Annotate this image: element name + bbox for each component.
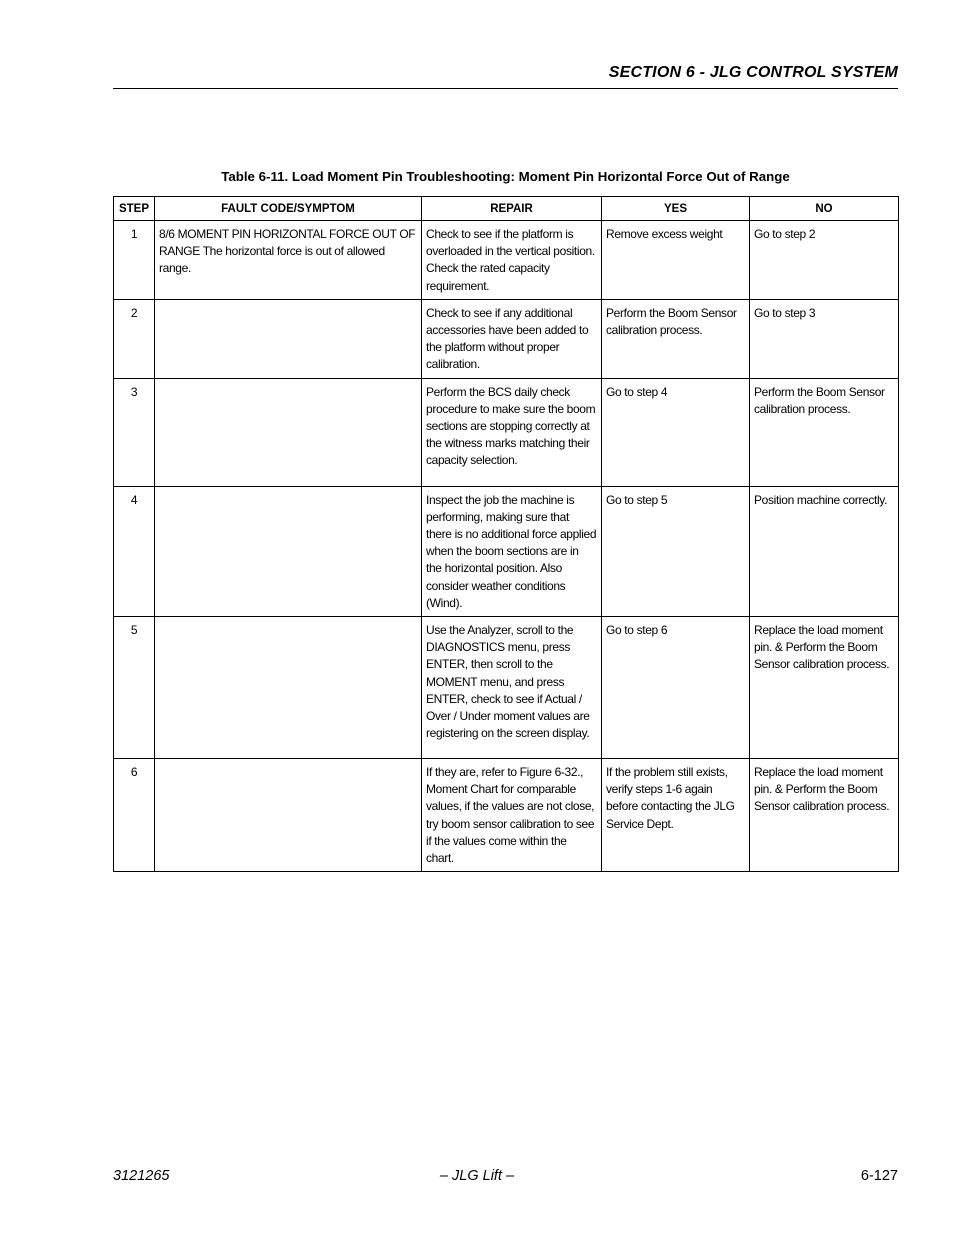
page-number: 6-127: [860, 1168, 898, 1184]
yes-cell: Go to step 5: [602, 486, 750, 616]
repair-cell: Perform the BCS daily check procedure to make sure the boom sections are stopping correctly at the witness marks matching their capacity selection.: [422, 378, 602, 486]
table-title: Table 6-11. Load Moment Pin Troubleshooting: Moment Pin Horizontal Force Out of Range: [221, 169, 790, 184]
yes-cell: Perform the Boom Sensor calibration process.: [602, 299, 750, 378]
table-header-row: [114, 197, 899, 221]
column-header-yes: YES: [602, 197, 750, 221]
no-cell: Replace the load moment pin. & Perform the Boom Sensor calibration process.: [750, 759, 899, 872]
repair-cell: Check to see if any additional accessories have been added to the platform without proper calibration.: [422, 299, 602, 378]
fault-cell: [155, 759, 422, 872]
section-header: SECTION 6 - JLG CONTROL SYSTEM: [608, 64, 898, 81]
yes-cell: Go to step 6: [602, 617, 750, 759]
fault-cell: 8/6 MOMENT PIN HORIZONTAL FORCE OUT OF RANGE The horizontal force is out of allowed range.: [155, 221, 422, 300]
footer-brand: – JLG Lift –: [439, 1168, 515, 1184]
fault-cell: [155, 299, 422, 378]
step-cell: 3: [114, 378, 155, 486]
yes-cell: If the problem still exists, verify steps 1-6 again before contacting the JLG Service Dept.: [602, 759, 750, 872]
troubleshooting-table: [113, 196, 899, 872]
table-row: [114, 759, 899, 872]
table-row: [114, 221, 899, 300]
yes-cell: Remove excess weight: [602, 221, 750, 300]
no-cell: Go to step 2: [750, 221, 899, 300]
no-cell: Perform the Boom Sensor calibration process.: [750, 378, 899, 486]
no-cell: Replace the load moment pin. & Perform the Boom Sensor calibration process.: [750, 617, 899, 759]
table-row: [114, 299, 899, 378]
step-cell: 1: [114, 221, 155, 300]
column-header-fault: FAULT CODE/SYMPTOM: [155, 197, 422, 221]
fault-cell: [155, 378, 422, 486]
step-cell: 6: [114, 759, 155, 872]
no-cell: Go to step 3: [750, 299, 899, 378]
fault-cell: [155, 486, 422, 616]
repair-cell: Inspect the job the machine is performing, making sure that there is no additional force applied when the boom sections are in the horizontal position. Also consider weather conditions (Wind).: [422, 486, 602, 616]
column-header-repair: REPAIR: [422, 197, 602, 221]
step-cell: 5: [114, 617, 155, 759]
header-divider: [113, 88, 898, 89]
column-header-no: NO: [750, 197, 899, 221]
repair-cell: Use the Analyzer, scroll to the DIAGNOSTICS menu, press ENTER, then scroll to the MOMENT menu, and press ENTER, check to see if Actual / Over / Under moment values are registering on the screen display.: [422, 617, 602, 759]
no-cell: Position machine correctly.: [750, 486, 899, 616]
table-row: [114, 617, 899, 759]
document-number: 3121265: [113, 1168, 170, 1184]
step-cell: 2: [114, 299, 155, 378]
table-row: [114, 486, 899, 616]
repair-cell: Check to see if the platform is overloaded in the vertical position. Check the rated capacity requirement.: [422, 221, 602, 300]
table-row: [114, 378, 899, 486]
yes-cell: Go to step 4: [602, 378, 750, 486]
step-cell: 4: [114, 486, 155, 616]
fault-cell: [155, 617, 422, 759]
column-header-step: STEP: [114, 197, 155, 221]
repair-cell: If they are, refer to Figure 6-32., Moment Chart for comparable values, if the values are not close, try boom sensor calibration to see if the values come within the chart.: [422, 759, 602, 872]
